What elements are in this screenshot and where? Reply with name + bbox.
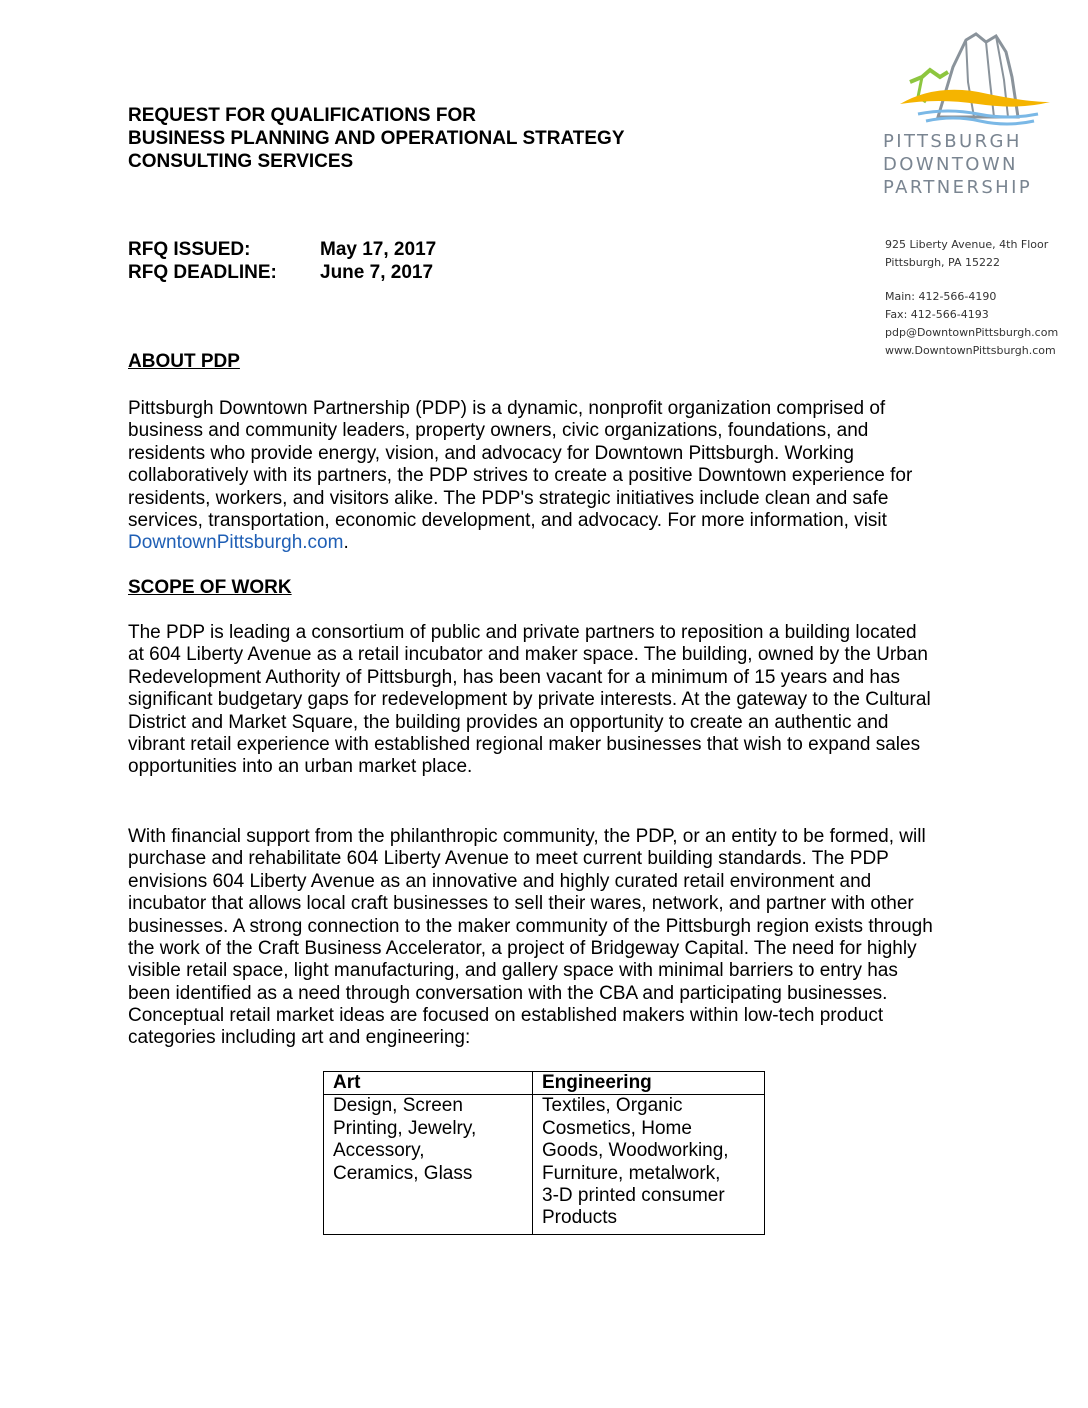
scope-line: opportunities into an urban market place.	[128, 756, 473, 778]
about-line: services, transportation, economic development, and advocacy. For more information, visit	[128, 510, 887, 532]
about-line: residents who provide energy, vision, and advocacy for Downtown Pittsburgh. Working	[128, 442, 854, 464]
document-title	[128, 104, 728, 173]
rfq-dates	[128, 238, 436, 284]
scope-line: vibrant retail experience with established regional maker businesses that wish to expand sales	[128, 734, 921, 756]
engineering-line: Goods, Woodworking,	[542, 1140, 729, 1162]
scope-line: With financial support from the philanthropic community, the PDP, or an entity to be formed, will	[128, 826, 926, 847]
logo-line-1: PITTSBURGH	[883, 131, 1022, 152]
art-line: Ceramics, Glass	[333, 1162, 473, 1184]
title-line-2: BUSINESS PLANNING AND OPERATIONAL STRATEGY	[128, 128, 625, 149]
rfq-issued-row	[128, 238, 436, 261]
rfq-issued-value: May 17, 2017	[320, 239, 437, 260]
title-line-1: REQUEST FOR QUALIFICATIONS FOR	[128, 105, 476, 126]
engineering-line: Cosmetics, Home	[542, 1117, 692, 1139]
scope-line: District and Market Square, the building provides an opportunity to create an authentic and	[128, 711, 889, 733]
title-line-3: CONSULTING SERVICES	[128, 151, 354, 172]
website-address[interactable]: www.DowntownPittsburgh.com	[885, 344, 1056, 357]
rfq-deadline-label: RFQ DEADLINE:	[128, 262, 277, 283]
about-line: collaboratively with its partners, the PDP strives to create a positive Downtown experience for	[128, 465, 913, 487]
scope-line: The PDP is leading a consortium of public and private partners to reposition a building located	[128, 622, 917, 643]
water-wave-2-icon	[926, 118, 1034, 124]
rfq-issued-label: RFQ ISSUED:	[128, 239, 251, 260]
address-line-2: Pittsburgh, PA 15222	[885, 256, 1000, 269]
scope-line: Redevelopment Authority of Pittsburgh, has been vacant for a minimum of 15 years and has	[128, 666, 901, 688]
scope-line: at 604 Liberty Avenue as a retail incubator and maker space. The building, owned by the Urban	[128, 644, 928, 666]
scope-line: envisions 604 Liberty Avenue as an innovative and highly curated retail environment and	[128, 870, 872, 892]
email-address[interactable]: pdp@DowntownPittsburgh.com	[885, 326, 1059, 339]
about-line: Pittsburgh Downtown Partnership (PDP) is a dynamic, nonprofit organization comprised of	[128, 398, 886, 419]
scope-paragraph-2	[128, 826, 968, 1005]
engineering-line: Furniture, metalwork,	[542, 1162, 721, 1184]
engineering-line: Products	[542, 1207, 617, 1229]
scope-line: categories including art and engineering:	[128, 1027, 471, 1049]
categories-table	[323, 1071, 765, 1235]
art-line: Printing, Jewelry,	[333, 1117, 477, 1139]
scope-line: Conceptual retail market ideas are focused on established makers within low-tech product	[128, 1005, 884, 1026]
scope-line: businesses. A strong connection to the maker community of the Pittsburgh region exists through	[128, 915, 933, 937]
scope-line: significant budgetary gaps for redevelopment by private interests. At the gateway to the Cultural	[128, 689, 931, 711]
address-line-1: 925 Liberty Avenue, 4th Floor	[885, 238, 1049, 251]
logo-line-3: PARTNERSHIP	[883, 177, 1033, 198]
art-line: Accessory,	[333, 1140, 425, 1162]
scope-line: purchase and rehabilitate 604 Liberty Avenue to meet current building standards. The PDP	[128, 848, 889, 870]
art-line: Design, Screen	[333, 1095, 463, 1117]
about-heading: ABOUT PDP	[128, 351, 240, 372]
scope-paragraph-1	[128, 622, 968, 779]
rfq-deadline-value: June 7, 2017	[320, 262, 434, 283]
contact-info	[885, 236, 1075, 360]
engineering-cell	[533, 1095, 765, 1234]
scope-paragraph-3	[128, 1005, 968, 1050]
downtown-pittsburgh-link[interactable]: DowntownPittsburgh.com	[128, 532, 344, 554]
about-line: residents, workers, and visitors alike. The PDP's strategic initiatives include clean and safe	[128, 487, 889, 509]
about-line: business and community leaders, property owners, civic organizations, foundations, and	[128, 420, 869, 442]
table-header-art: Art	[324, 1072, 533, 1095]
scope-heading: SCOPE OF WORK	[128, 577, 292, 598]
table-header-row	[324, 1072, 765, 1095]
pdp-logo-wordmark	[883, 130, 1055, 199]
logo-line-2: DOWNTOWN	[883, 154, 1018, 175]
rfq-deadline-row	[128, 261, 436, 284]
fax-number: Fax: 412-566-4193	[885, 308, 989, 321]
table-header-engineering: Engineering	[533, 1072, 765, 1095]
about-link-period: .	[343, 532, 349, 554]
engineering-line: 3-D printed consumer	[542, 1185, 725, 1207]
scope-line: visible retail space, light manufacturing, and gallery space with minimal barriers to entry has	[128, 960, 898, 982]
about-paragraph	[128, 398, 968, 555]
table-row	[324, 1095, 765, 1234]
scope-line: incubator that allows local craft businesses to sell their wares, network, and partner with other	[128, 893, 914, 915]
scope-line: the work of the Craft Business Accelerator, a project of Bridgeway Capital. The need for highly	[128, 938, 917, 960]
main-phone: Main: 412-566-4190	[885, 290, 997, 303]
engineering-line: Textiles, Organic	[542, 1095, 683, 1117]
art-cell	[324, 1095, 533, 1234]
scope-line: been identified as a need through conversation with the CBA and participating businesses.	[128, 982, 888, 1004]
